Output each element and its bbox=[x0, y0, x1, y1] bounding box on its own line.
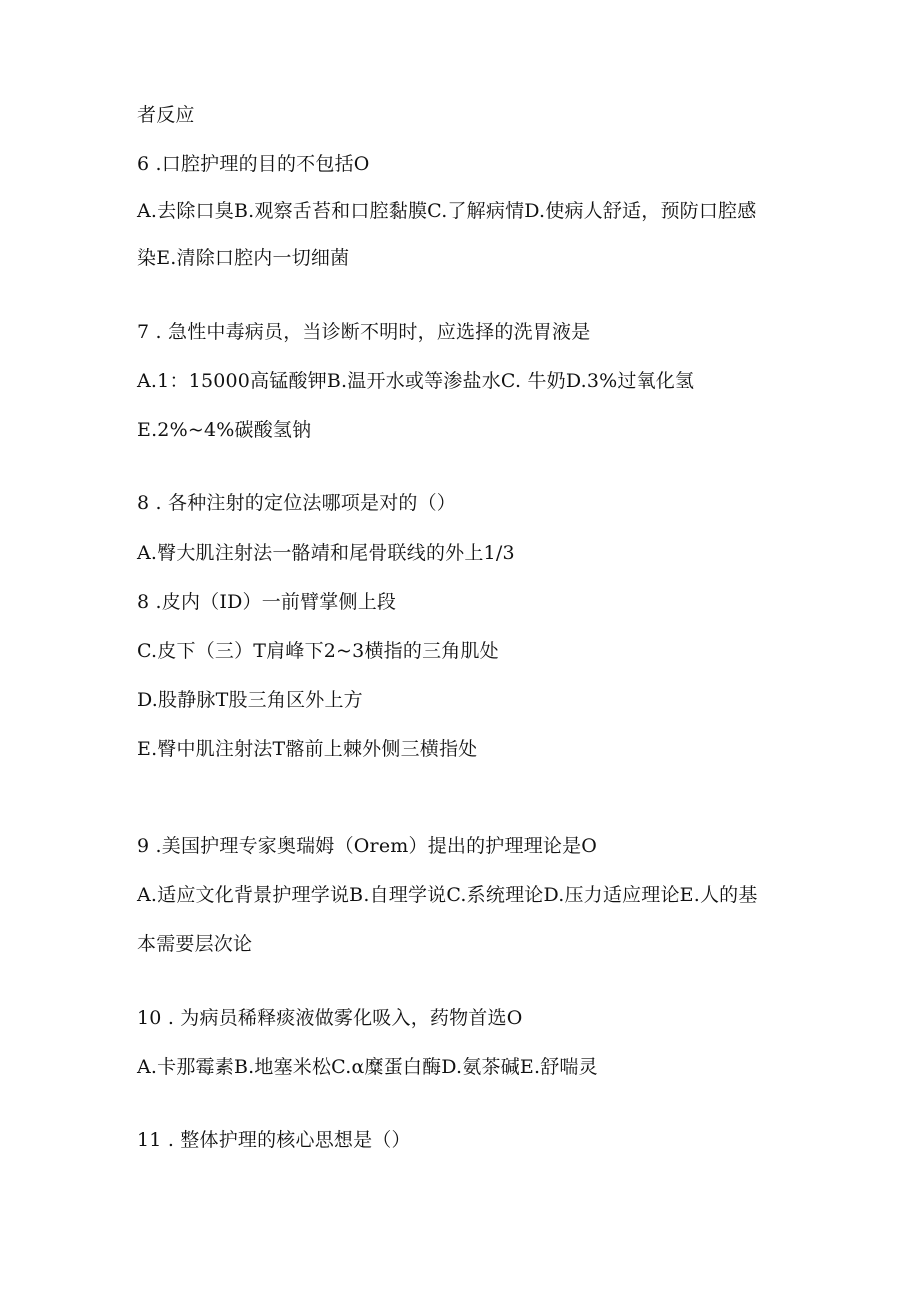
question-9-options-continued: 本需要层次论 bbox=[137, 933, 253, 955]
question-10-options: A.卡那霉素B.地塞米松C.α糜蛋白酶D.氨茶碱E.舒喘灵 bbox=[137, 1056, 598, 1078]
question-6-stem: 6 .口腔护理的目的不包括O bbox=[137, 153, 370, 175]
question-10-stem: 10 . 为病员稀释痰液做雾化吸入，药物首选O bbox=[137, 1007, 523, 1029]
question-9-options: A.适应文化背景护理学说B.自理学说C.系统理论D.压力适应理论E.人的基 bbox=[137, 884, 758, 906]
question-6-options-continued: 染E.清除口腔内一切细菌 bbox=[137, 247, 350, 269]
question-8-option-a: A.臀大肌注射法一骼靖和尾骨联线的外上1/3 bbox=[137, 542, 515, 564]
text-line: 者反应 bbox=[137, 104, 195, 126]
question-11-stem: 11 . 整体护理的核心思想是（） bbox=[137, 1129, 411, 1151]
question-8-option-b: 8 .皮内（ID）一前臂掌侧上段 bbox=[137, 591, 397, 613]
question-7-option-e: E.2%~4%碳酸氢钠 bbox=[137, 419, 312, 441]
question-8-option-e: E.臀中肌注射法T髂前上棘外侧三横指处 bbox=[137, 738, 478, 760]
question-8-option-c: C.皮下（三）T肩峰下2~3横指的三角肌处 bbox=[137, 640, 499, 662]
question-8-option-d: D.股静脉T股三角区外上方 bbox=[137, 689, 363, 711]
question-7-options: A.1：15000高锰酸钾B.温开水或等渗盐水C. 牛奶D.3%过氧化氢 bbox=[137, 370, 695, 392]
question-7-stem: 7 . 急性中毒病员，当诊断不明时，应选择的洗胃液是 bbox=[137, 321, 591, 343]
question-6-options: A.去除口臭B.观察舌苔和口腔黏膜C.了解病情D.使病人舒适，预防口腔感 bbox=[137, 200, 757, 222]
question-8-stem: 8 . 各种注射的定位法哪项是对的（） bbox=[137, 492, 457, 514]
question-9-stem: 9 .美国护理专家奥瑞姆（Orem）提出的护理理论是O bbox=[137, 835, 598, 857]
